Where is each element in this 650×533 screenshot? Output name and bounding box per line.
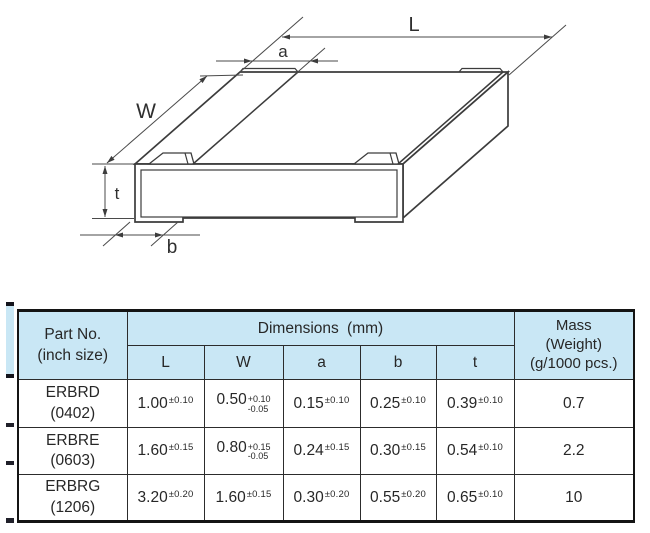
mass-header-line1: Mass	[555, 317, 592, 335]
sliver-rule-fragment	[6, 518, 14, 523]
table-row	[18, 428, 634, 475]
inch-size: (0402)	[50, 404, 96, 422]
table-row	[18, 475, 634, 522]
dim-value-cell: $3.20^{\pm 0.20}$	[127, 475, 204, 522]
mass-value-cell: 2.2	[514, 428, 634, 475]
col-header-W: W	[204, 346, 283, 380]
dim-value-cell: 0.80 +0.15 -0.05	[204, 428, 283, 475]
dim-label-W: W	[136, 100, 156, 123]
dim-value-cell: $0.25^{\pm 0.10}$	[360, 380, 436, 428]
col-header-b: b	[360, 346, 436, 380]
dim-label-b: b	[166, 237, 178, 258]
mass-header-line2: (Weight)	[545, 336, 602, 354]
part-no-cell	[18, 380, 127, 428]
dim-value-cell: $1.00^{\pm 0.10}$	[127, 380, 204, 428]
part-number: ERBRE	[46, 431, 100, 449]
front-face-outline	[135, 164, 403, 222]
dim-value-cell: $0.54^{\pm 0.10}$	[436, 428, 514, 475]
col-header-L: L	[127, 346, 204, 380]
sliver-rule-fragment	[6, 461, 14, 465]
mass-value-cell: 0.7	[514, 380, 634, 428]
part-no-cell	[18, 475, 127, 522]
dim-value-cell: $0.55^{\pm 0.20}$	[360, 475, 436, 522]
dim-value-cell: $1.60^{\pm 0.15}$	[204, 475, 283, 522]
arrowhead	[115, 233, 123, 238]
arrowhead	[103, 209, 108, 217]
dim-value-cell: $0.30^{\pm 0.15}$	[360, 428, 436, 475]
dim-label-L: L	[408, 14, 420, 36]
dim-value-cell: $1.60^{\pm 0.15}$	[127, 428, 204, 475]
sliver-header-fragment	[6, 302, 14, 378]
arrowhead	[282, 35, 290, 40]
part-number: ERBRD	[45, 384, 100, 402]
part-no-header-line1: Part No.	[44, 326, 102, 344]
dim-label-t: t	[114, 184, 120, 203]
part-no-header	[18, 311, 127, 380]
part-no-cell	[18, 428, 127, 475]
dimensions-header: Dimensions (mm)	[127, 311, 514, 346]
dim-ext-L-right	[509, 25, 566, 75]
arrowhead	[103, 166, 108, 174]
dim-value-cell: $0.65^{\pm 0.10}$	[436, 475, 514, 522]
dimensions-table	[17, 309, 635, 523]
dim-value-cell: $0.39^{\pm 0.10}$	[436, 380, 514, 428]
col-header-a: a	[283, 346, 360, 380]
mass-value-cell: 10	[514, 475, 634, 522]
table-row	[18, 380, 634, 428]
dim-label-a: a	[278, 42, 288, 61]
dim-ext-b-left	[103, 222, 130, 246]
arrowhead	[310, 59, 318, 64]
mass-header	[514, 311, 634, 380]
part-number: ERBRG	[45, 478, 101, 496]
part-no-header-line2: (inch size)	[37, 346, 109, 364]
mass-header-line3: (g/1000 pcs.)	[529, 354, 618, 372]
inch-size: (1206)	[50, 498, 96, 516]
dim-value-cell: 0.50 +0.10 -0.05	[204, 380, 283, 428]
dim-ext-L-left	[240, 17, 303, 72]
dim-value-cell: $0.15^{\pm 0.10}$	[283, 380, 360, 428]
dim-value-cell: $0.30^{\pm 0.20}$	[283, 475, 360, 522]
dim-value-cell: $0.24^{\pm 0.15}$	[283, 428, 360, 475]
col-header-t: t	[436, 346, 514, 380]
sliver-rule-fragment	[6, 423, 14, 427]
inch-size: (0603)	[50, 452, 96, 469]
